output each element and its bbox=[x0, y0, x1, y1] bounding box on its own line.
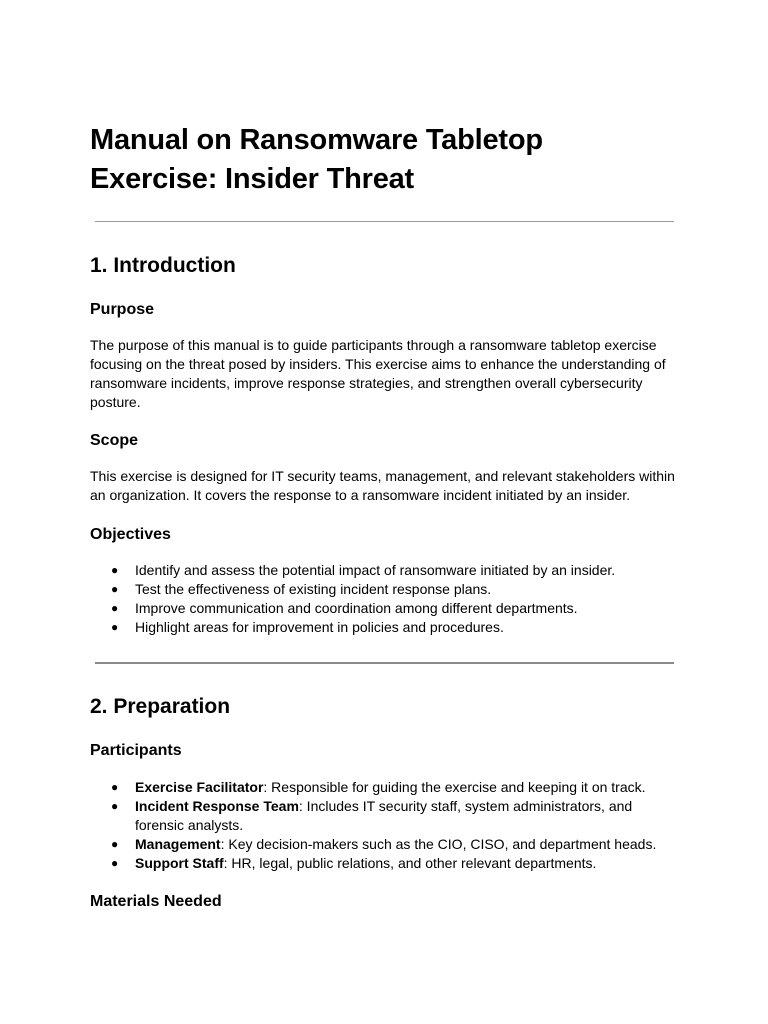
purpose-paragraph: The purpose of this manual is to guide participants through a ransomware tabletop exercise focusing on the threat posed by insiders. This exercise aims to enhance the understanding of ransomware incidents, improve response strategies, and strengthen overall cybersecurity posture. bbox=[90, 337, 666, 410]
document-title: Manual on Ransomware Tabletop Exercise: Insider Threat bbox=[90, 124, 543, 195]
list-item bbox=[90, 797, 680, 835]
list-item-text: Identify and assess the potential impact of ransomware initiated by an insider. bbox=[135, 562, 616, 578]
subheading-materials-needed: Materials Needed bbox=[90, 893, 222, 910]
list-item bbox=[90, 580, 680, 599]
list-item bbox=[90, 778, 680, 797]
list-item bbox=[90, 854, 680, 873]
participant-role: Management bbox=[135, 836, 221, 852]
bullet-icon: ● bbox=[111, 856, 119, 870]
list-item-text: Highlight areas for improvement in policies and procedures. bbox=[135, 619, 504, 635]
list-item-text: Improve communication and coordination among different departments. bbox=[135, 600, 578, 616]
bullet-icon: ● bbox=[111, 799, 119, 813]
section-heading-preparation: 2. Preparation bbox=[90, 695, 231, 718]
subheading-scope: Scope bbox=[90, 432, 139, 449]
participant-description: : Includes IT security staff, system administrators, and forensic analysts. bbox=[135, 798, 633, 833]
participants-list bbox=[90, 778, 680, 873]
bullet-icon: ● bbox=[111, 563, 119, 577]
list-item bbox=[90, 835, 680, 854]
participant-description: : HR, legal, public relations, and other relevant departments. bbox=[223, 855, 597, 871]
subheading-objectives: Objectives bbox=[90, 526, 171, 543]
participant-description: : Responsible for guiding the exercise and keeping it on track. bbox=[263, 779, 646, 795]
list-item-text: Test the effectiveness of existing incident response plans. bbox=[135, 581, 492, 597]
list-item bbox=[90, 561, 680, 580]
bullet-icon: ● bbox=[111, 582, 119, 596]
section-heading-introduction: 1. Introduction bbox=[90, 254, 236, 277]
subheading-purpose: Purpose bbox=[90, 301, 155, 318]
bullet-icon: ● bbox=[111, 601, 119, 615]
section-divider bbox=[95, 662, 674, 664]
bullet-icon: ● bbox=[111, 620, 119, 634]
subheading-participants: Participants bbox=[90, 742, 182, 759]
participant-role: Incident Response Team bbox=[135, 798, 299, 814]
list-item bbox=[90, 618, 680, 637]
participant-description: : Key decision-makers such as the CIO, CISO, and department heads. bbox=[220, 836, 657, 852]
section-divider bbox=[95, 221, 674, 222]
participant-role: Exercise Facilitator bbox=[135, 779, 264, 795]
bullet-icon: ● bbox=[111, 837, 119, 851]
scope-paragraph: This exercise is designed for IT security teams, management, and relevant stakeholders within an organization. It covers the response to a ransomware incident initiated by an insider. bbox=[90, 468, 675, 503]
participant-role: Support Staff bbox=[135, 855, 224, 871]
objectives-list bbox=[90, 561, 680, 637]
list-item bbox=[90, 599, 680, 618]
bullet-icon: ● bbox=[111, 780, 119, 794]
